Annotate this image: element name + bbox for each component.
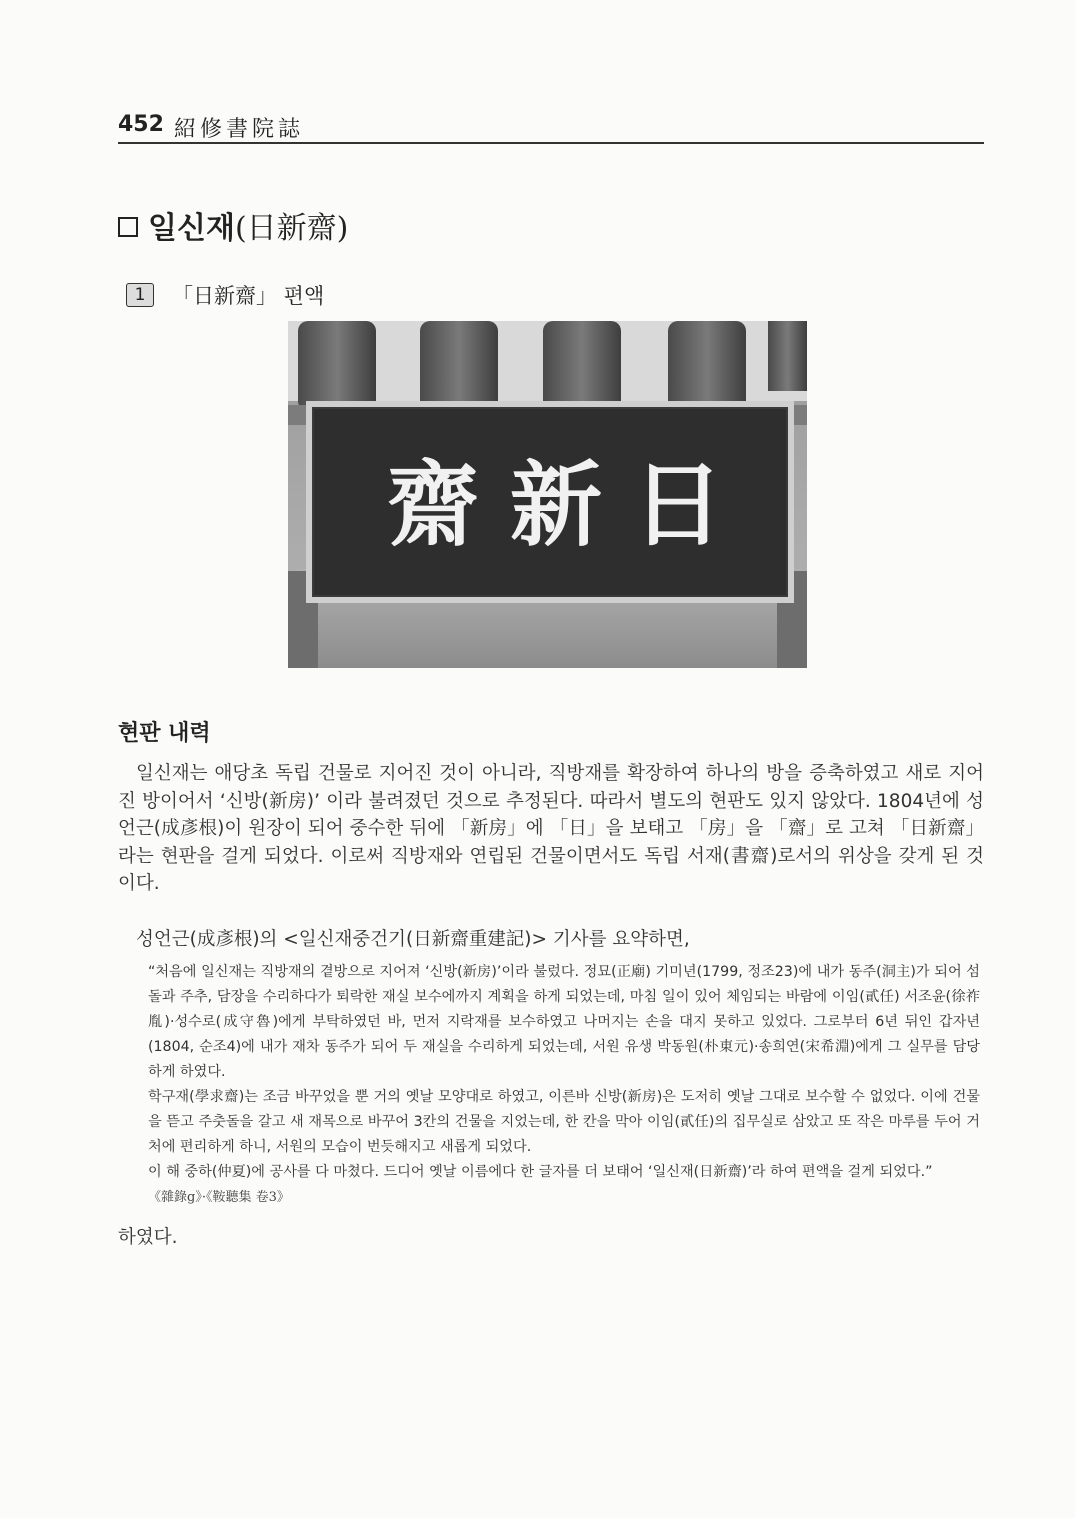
item-label-text: 「日新齋」 편액 [172, 284, 325, 308]
quote-paragraph-1: “처음에 일신재는 직방재의 곁방으로 지어져 ‘신방(新房)’이라 불렀다. 정묘(正廟) 기미년(1799, 정조23)에 내가 동주(洞主)가 되어 섬돌과 주추, 담장을 수리하다가 퇴락한 재실 보수에까지 계획을 하게 되었는데, 마침 일이 있어 체임되는 바람에 이임(貳任) 서조윤(徐祚胤)·성수로(成守魯)에게 부탁하였던 바, 먼저 지락재를 보수하였고 나머지는 손을 대지 못하고 있었다. 그로부터 6년 뒤인 갑자년(1804, 순조4)에 내가 재차 동주가 되어 두 재실을 수리하게 되었는데, 서원 유생 박동원(朴東元)·송희연(宋希淵)에게 그 실무를 담당하게 하였다. [148, 964, 980, 1080]
signboard-photo [288, 321, 807, 668]
signboard-char-3: 日 [631, 451, 725, 559]
page-header [118, 112, 984, 144]
signboard-char-1: 齋 [386, 451, 480, 559]
section-title-korean: 일신재 [148, 211, 235, 246]
closing-text: 하였다. [118, 1227, 178, 1248]
quote-paragraph-2: 학구재(學求齋)는 조금 바꾸었을 뿐 거의 옛날 모양대로 하였고, 이른바 신방(新房)은 도저히 옛날 그대로 보수할 수 없었다. 이에 건물을 뜯고 주춧돌을 갈고 새 재목으로 바꾸어 3칸의 건물을 지었는데, 한 칸을 막아 이임(貳任)의 집무실로 삼았고 또 작은 마루를 두어 거처에 편리하게 하니, 서원의 모습이 번듯해지고 새롭게 되었다. [148, 1089, 981, 1155]
summary-intro: 성언근(成彥根)의 <일신재중건기(日新齋重建記)> 기사를 요약하면, [136, 929, 690, 950]
book-title: 紹修書院誌 [174, 117, 305, 142]
section-title [118, 203, 348, 247]
signboard-char-2: 新 [509, 451, 603, 559]
item-label [126, 280, 324, 310]
item-number-badge: 1 [126, 283, 154, 307]
quote-paragraph-3: 이 해 중하(仲夏)에 공사를 다 마쳤다. 드디어 옛날 이름에다 한 글자를 더 보태어 ‘일신재(日新齋)’라 하여 편액을 걸게 되었다.” [148, 1164, 933, 1180]
history-paragraph: 일신재는 애당초 독립 건물로 지어진 것이 아니라, 직방재를 확장하여 하나의 방을 증축하였고 새로 지어진 방이어서 ‘신방(新房)’ 이라 불려졌던 것으로 추정된다. 따라서 별도의 현판도 있지 않았다. 1804년에 성언근(成彥根)이 원장이 되어 중수한 뒤에 「新房」에 「日」을 보태고 「房」을 「齋」로 고쳐 「日新齋」라는 현판을 걸게 되었다. 이로써 직방재와 연립된 건물이면서도 독립 서재(書齋)로서의 위상을 갖게 된 것이다. [118, 763, 984, 894]
quote-source: 《雜錄g》·《鞍聽集 卷3》 [148, 1190, 290, 1205]
history-heading: 현판 내력 [118, 721, 211, 746]
section-title-hanja: (日新齋) [234, 211, 349, 246]
page-number: 452 [118, 112, 164, 137]
quoted-record [148, 960, 980, 1210]
checkbox-square-icon [118, 217, 138, 237]
